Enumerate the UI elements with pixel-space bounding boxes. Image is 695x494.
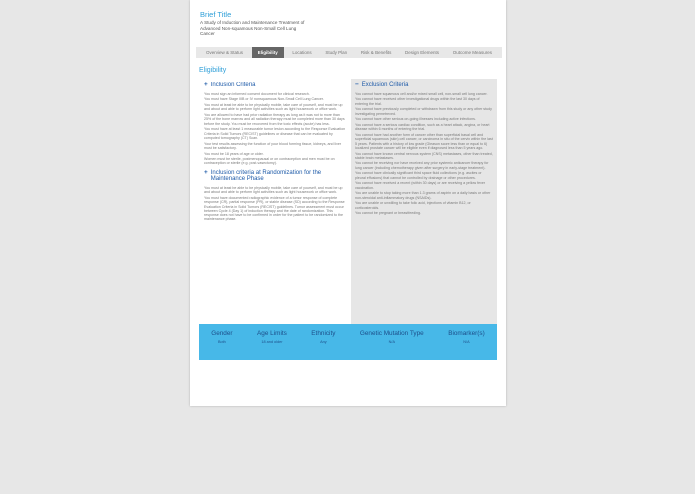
- list-item: You are unable to stop taking more than 1.3 grams of aspirin on a daily basis or other non-steroidal anti-inflammatory drugs (NSAIDs).: [355, 191, 491, 200]
- list-item: You must sign an informed consent document for clinical research.: [204, 91, 310, 96]
- exclusion-column: [351, 79, 497, 344]
- list-item: You must at least be able to be physically mobile, take care of yourself, and must be up and about and able to perform light activities such as light housework or office work.: [204, 185, 343, 195]
- list-item: You cannot have squamous cell and/or mixed small cell, non-small cell lung cancer.: [355, 91, 488, 96]
- list-item: You must have at least 1 measurable tumor lesion according to the Response Evaluation Criteria in Solid Tumors (RECIST) guidelines or disease that can be evaluated by computed tomography (CT) Scan.: [204, 127, 346, 140]
- brief-title: Brief Title: [200, 10, 232, 19]
- tab-study-plan[interactable]: Study Plan: [325, 50, 348, 55]
- tab-bar: [196, 47, 502, 58]
- age-limits-value: 18 and older: [261, 340, 283, 344]
- list-item: You cannot have clinically significant third space fluid collections (e.g. ascites or pleural effusions) that cannot be controlled by drainage or other procedures.: [355, 171, 482, 180]
- list-item: You cannot have previously completed or withdrawn from this study or any other study investigating pemetrexed.: [355, 107, 492, 116]
- age-limits-summary: [257, 330, 287, 344]
- list-item: You must at least be able to be physically mobile, take care of yourself, and must be up and about and able to perform light activities such as light housework or office work.: [204, 102, 343, 112]
- tab-overview-status[interactable]: Overview & Status: [206, 50, 244, 55]
- randomization-heading[interactable]: [204, 170, 346, 183]
- exclusion-heading-label: Exclusion Criteria: [361, 82, 409, 88]
- gender-value: Both: [217, 340, 226, 344]
- biomarker-summary: [448, 330, 485, 344]
- randomization-list: [204, 186, 346, 222]
- list-item: You cannot have had another form of cancer other than superficial basal cell and superficial squamous (skin) cell cancer, or carcinoma in situ of the cervix within the last 5 years. Patients with a history of low grade (Gleason score less than or equal to 6) localized prostate cancer will be eligible even if diagnosed less than 5 years ago.: [355, 132, 493, 150]
- age-limits-label: Age Limits: [257, 330, 287, 337]
- genetic-mutation-summary: [360, 330, 424, 344]
- list-item: You cannot have known central nervous system (CNS) metastases, other than treated, stable brain metastases.: [355, 151, 493, 160]
- list-item: You cannot have a serious cardiac condition, such as a heart attack, angina, or heart disease within 6 months of entering the trial.: [355, 122, 490, 132]
- list-item: You cannot have other serious on-going illnesses including active infections.: [355, 117, 476, 122]
- list-item: You are allowed to have had prior radiation therapy as long as it was not to more than 25% of the bone marrow and all radiation therapy must be completed more than 30 days before the study. You must be recovered from the toxic effects (acute) has less.: [204, 112, 345, 126]
- gender-summary: [211, 330, 232, 344]
- list-item: You cannot be pregnant or breastfeeding.: [355, 211, 422, 216]
- list-item: You cannot have received a recent (within 30 days) or are receiving a yellow fever vaccination.: [355, 181, 486, 190]
- exclusion-list: [355, 92, 493, 216]
- ethnicity-summary: [311, 330, 335, 344]
- inclusion-column: [204, 82, 346, 345]
- tab-outcome-measures[interactable]: Outcome Measures: [452, 50, 492, 55]
- list-item: You must have documented radiographic evidence of a tumor response of complete response (CR), partial response (PR), or stable disease (SD) according to the Response Evaluation Criteria in Solid Tumors (RECIST) guidelines. Tumor assessment must occur between Cycle 4 (Day 1) of induction therapy and the date of randomization. This response does not have to be confirmed in order for the patient to be randomized to the maintenance phase.: [204, 195, 345, 222]
- biomarker-label: Biomarker(s): [448, 330, 485, 337]
- list-item: You must be 18 years of age or older.: [204, 151, 264, 156]
- biomarker-value: N/A: [463, 340, 470, 344]
- inclusion-heading-label: Inclusion Criteria: [210, 82, 256, 88]
- list-item: You cannot have received other investigational drugs within the last 30 days of entering the trial.: [355, 97, 480, 106]
- randomization-heading-label: Inclusion criteria at Randomization for the Maintenance Phase: [210, 169, 322, 183]
- inclusion-heading[interactable]: [204, 82, 346, 89]
- gender-label: Gender: [211, 330, 233, 337]
- tab-risk-benefits[interactable]: Risk & Benefits: [360, 50, 392, 55]
- eligibility-summary-bar: [199, 324, 497, 360]
- tab-locations[interactable]: Locations: [292, 50, 312, 55]
- genetic-mutation-value: N/A: [388, 340, 395, 344]
- tab-design-elements[interactable]: Design Elements: [405, 50, 440, 55]
- brief-subtitle: A Study of Induction and Maintenance Treatment of Advanced Non-squamous Non-Small Cell Lung Cancer: [200, 20, 305, 37]
- genetic-mutation-label: Genetic Mutation Type: [359, 330, 424, 337]
- list-item: You must have Stage IIIB or IV nonsquamous Non-Small Cell Lung Cancer.: [204, 97, 324, 102]
- ethnicity-value: Any: [320, 340, 327, 344]
- tab-eligibility[interactable]: Eligibility: [252, 47, 284, 58]
- exclusion-heading[interactable]: [355, 82, 493, 89]
- list-item: Women must be sterile, postmenopausal or on contraception and men must be on contraception or sterile (e.g. post-vasectomy).: [204, 157, 335, 166]
- plus-icon: +: [204, 82, 208, 88]
- section-title: Eligibility: [199, 67, 227, 74]
- list-item: You are unable or unwilling to take folic acid, injections of vitamin B12, or corticosteroids.: [355, 201, 471, 210]
- minus-icon: −: [355, 81, 359, 88]
- page-card: [190, 0, 506, 406]
- inclusion-list: [204, 92, 346, 166]
- list-item: You cannot be receiving nor have received any prior systemic anticancer therapy for lung cancer (including chemotherapy given after surgery in early-stage treatment).: [355, 161, 489, 170]
- plus-icon: +: [204, 168, 208, 176]
- list-item: Your test results assessing the function of your blood forming tissue, kidneys, and liver must be satisfactory.: [204, 141, 342, 150]
- ethnicity-label: Ethnicity: [311, 330, 336, 337]
